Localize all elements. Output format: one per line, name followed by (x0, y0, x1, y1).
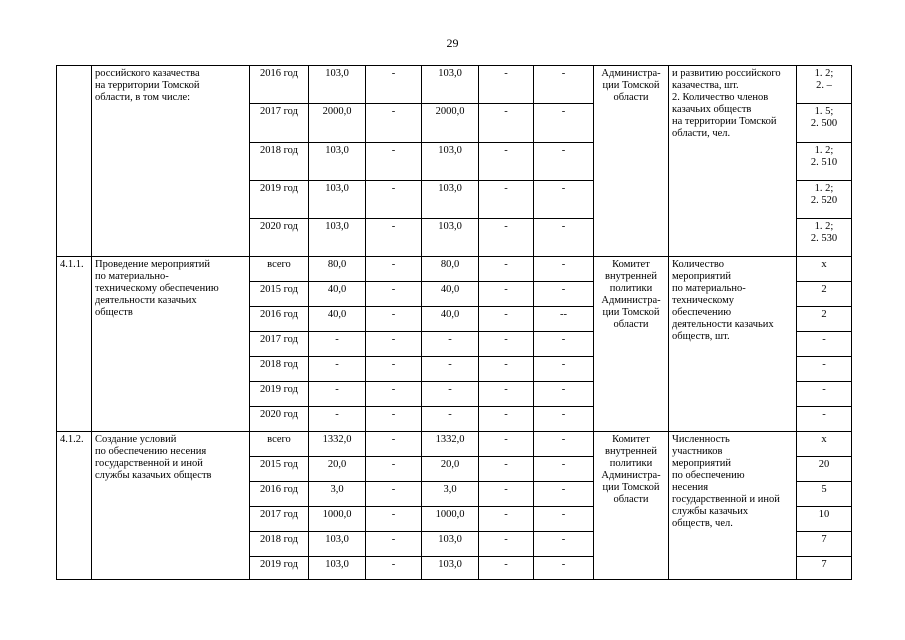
local-cell: - (479, 457, 534, 482)
total-cell: - (309, 407, 366, 432)
total-cell: 103,0 (309, 219, 366, 257)
regional-cell: 20,0 (422, 457, 479, 482)
indicator-value-line: 2. 520 (810, 195, 838, 206)
extra-cell: - (534, 557, 594, 580)
indicator-cell-line: по обеспечению (672, 470, 745, 481)
federal-cell: - (366, 457, 422, 482)
indicator-value (797, 143, 852, 181)
indicator-value-line: 1. 2; (814, 145, 834, 156)
regional-cell: 103,0 (422, 557, 479, 580)
indicator-value-line: 1. 2; (814, 68, 834, 79)
executor-cell (594, 257, 669, 432)
year-cell: 2016 год (250, 307, 309, 332)
indicator-value-line: 1. 5; (814, 106, 834, 117)
indicator-cell-line: участников (672, 446, 723, 457)
total-cell: 1332,0 (309, 432, 366, 457)
extra-cell: - (534, 507, 594, 532)
local-cell: - (479, 357, 534, 382)
extra-cell: - (534, 457, 594, 482)
extra-cell: -- (534, 307, 594, 332)
executor-cell-line: области (613, 494, 649, 505)
year-cell: 2018 год (250, 143, 309, 181)
regional-cell: 3,0 (422, 482, 479, 507)
extra-cell: - (534, 257, 594, 282)
indicator-cell-line: мероприятий (672, 271, 731, 282)
indicator-value (797, 457, 852, 482)
indicator-cell (669, 66, 797, 257)
indicator-cell (669, 257, 797, 432)
regional-cell: - (422, 407, 479, 432)
executor-cell-line: ции Томской (602, 80, 660, 91)
extra-cell: - (534, 219, 594, 257)
regional-cell: - (422, 357, 479, 382)
regional-cell: 40,0 (422, 282, 479, 307)
local-cell: - (479, 532, 534, 557)
indicator-value (797, 104, 852, 143)
indicator-cell-line: по материально- (672, 283, 746, 294)
federal-cell: - (366, 257, 422, 282)
federal-cell: - (366, 181, 422, 219)
total-cell: - (309, 382, 366, 407)
executor-cell-line: Администра- (601, 68, 661, 79)
extra-cell: - (534, 104, 594, 143)
total-cell: 40,0 (309, 282, 366, 307)
indicator-value (797, 482, 852, 507)
year-cell: 2017 год (250, 104, 309, 143)
year-cell: 2015 год (250, 282, 309, 307)
item-name-line: обществ (95, 307, 133, 318)
year-cell: всего (250, 257, 309, 282)
indicator-cell-line: и развитию российского (672, 68, 781, 79)
total-cell: 2000,0 (309, 104, 366, 143)
table-row (57, 66, 852, 104)
federal-cell: - (366, 332, 422, 357)
extra-cell: - (534, 66, 594, 104)
indicator-value-line: 2 (821, 309, 827, 320)
indicator-value-line: 20 (818, 459, 830, 470)
total-cell: - (309, 357, 366, 382)
local-cell: - (479, 507, 534, 532)
indicator-value-line: 10 (818, 509, 830, 520)
year-cell: 2017 год (250, 507, 309, 532)
total-cell: 20,0 (309, 457, 366, 482)
indicator-value-line: 7 (821, 534, 827, 545)
extra-cell: - (534, 357, 594, 382)
total-cell: 103,0 (309, 181, 366, 219)
federal-cell: - (366, 557, 422, 580)
indicator-cell-line: Количество (672, 259, 725, 270)
indicator-value-line: 5 (821, 484, 827, 495)
year-cell: всего (250, 432, 309, 457)
table-row (57, 432, 852, 457)
total-cell: - (309, 332, 366, 357)
item-name (92, 432, 250, 580)
item-name-line: по обеспечению несения (95, 446, 207, 457)
total-cell: 103,0 (309, 66, 366, 104)
table-body (57, 66, 852, 580)
indicator-value (797, 507, 852, 532)
extra-cell: - (534, 482, 594, 507)
indicator-value-line: 2. – (816, 80, 832, 91)
indicator-cell-line: несения (672, 482, 709, 493)
page-number: 29 (446, 36, 459, 50)
regional-cell: 1000,0 (422, 507, 479, 532)
federal-cell: - (366, 282, 422, 307)
indicator-value-line: 1. 2; (814, 221, 834, 232)
local-cell: - (479, 557, 534, 580)
total-cell: 3,0 (309, 482, 366, 507)
executor-cell-line: политики (609, 458, 653, 469)
regional-cell: 103,0 (422, 181, 479, 219)
indicator-value (797, 357, 852, 382)
federal-cell: - (366, 432, 422, 457)
indicator-value (797, 282, 852, 307)
indicator-value (797, 382, 852, 407)
local-cell: - (479, 407, 534, 432)
local-cell: - (479, 219, 534, 257)
federal-cell: - (366, 104, 422, 143)
federal-cell: - (366, 357, 422, 382)
indicator-value (797, 557, 852, 580)
indicator-cell-line: мероприятий (672, 458, 731, 469)
regional-cell: - (422, 382, 479, 407)
executor-cell-line: политики (609, 283, 653, 294)
executor-cell-line: Администра- (601, 295, 661, 306)
executor-cell-line: Комитет (612, 259, 650, 270)
year-cell: 2019 год (250, 181, 309, 219)
indicator-value-line: - (822, 359, 826, 370)
local-cell: - (479, 382, 534, 407)
indicator-value-line: х (821, 259, 827, 270)
federal-cell: - (366, 382, 422, 407)
item-name-line: российского казачества (95, 68, 200, 79)
executor-cell-line: ции Томской (602, 482, 660, 493)
indicator-value (797, 432, 852, 457)
year-cell: 2017 год (250, 332, 309, 357)
indicator-cell-line: техническому (672, 295, 734, 306)
indicator-value (797, 219, 852, 257)
regional-cell: 103,0 (422, 143, 479, 181)
regional-cell: 103,0 (422, 219, 479, 257)
indicator-cell-line: 2. Количество членов (672, 92, 769, 103)
local-cell: - (479, 307, 534, 332)
extra-cell: - (534, 282, 594, 307)
executor-cell-line: Комитет (612, 434, 650, 445)
executor-cell-line: ции Томской (602, 307, 660, 318)
regional-cell: - (422, 332, 479, 357)
indicator-cell-line: обеспечению (672, 307, 732, 318)
indicator-value-line: 7 (821, 559, 827, 570)
indicator-value-line: 2. 500 (810, 118, 838, 129)
item-name-line: Создание условий (95, 434, 177, 445)
item-name-line: деятельности казачьих (95, 295, 197, 306)
extra-cell: - (534, 181, 594, 219)
indicator-cell-line: службы казачьих (672, 506, 749, 517)
total-cell: 103,0 (309, 532, 366, 557)
item-name-line: Проведение мероприятий (95, 259, 210, 270)
indicator-value (797, 257, 852, 282)
year-cell: 2016 год (250, 66, 309, 104)
item-name (92, 257, 250, 432)
year-cell: 2018 год (250, 532, 309, 557)
indicator-cell-line: на территории Томской (672, 116, 777, 127)
executor-cell-line: области (613, 319, 649, 330)
federal-cell: - (366, 219, 422, 257)
item-number (57, 66, 92, 257)
executor-cell-line: внутренней (605, 271, 657, 282)
program-table (56, 65, 852, 580)
local-cell: - (479, 66, 534, 104)
extra-cell: - (534, 407, 594, 432)
executor-cell (594, 432, 669, 580)
indicator-value-line: - (822, 384, 826, 395)
item-name-line: государственной и иной (95, 458, 203, 469)
executor-cell-line: Администра- (601, 470, 661, 481)
indicator-value-line: 1. 2; (814, 183, 834, 194)
executor-cell (594, 66, 669, 257)
regional-cell: 1332,0 (422, 432, 479, 457)
item-name-line: на территории Томской (95, 80, 200, 91)
local-cell: - (479, 143, 534, 181)
indicator-cell-line: Численность (672, 434, 730, 445)
item-number: 4.1.1. (57, 257, 92, 432)
regional-cell: 40,0 (422, 307, 479, 332)
regional-cell: 2000,0 (422, 104, 479, 143)
indicator-cell (669, 432, 797, 580)
local-cell: - (479, 282, 534, 307)
extra-cell: - (534, 143, 594, 181)
indicator-value-line: - (822, 334, 826, 345)
year-cell: 2018 год (250, 357, 309, 382)
local-cell: - (479, 181, 534, 219)
indicator-cell-line: деятельности казачьих (672, 319, 774, 330)
total-cell: 80,0 (309, 257, 366, 282)
regional-cell: 80,0 (422, 257, 479, 282)
federal-cell: - (366, 143, 422, 181)
regional-cell: 103,0 (422, 532, 479, 557)
table-row (57, 257, 852, 282)
item-name-line: области, в том числе: (95, 92, 191, 103)
indicator-value (797, 181, 852, 219)
total-cell: 40,0 (309, 307, 366, 332)
indicator-value-line: 2. 530 (810, 233, 838, 244)
federal-cell: - (366, 532, 422, 557)
year-cell: 2020 год (250, 219, 309, 257)
indicator-cell-line: казачьих обществ (672, 104, 752, 115)
year-cell: 2020 год (250, 407, 309, 432)
item-name (92, 66, 250, 257)
year-cell: 2015 год (250, 457, 309, 482)
item-name-line: по материально- (95, 271, 169, 282)
indicator-value-line: х (821, 434, 827, 445)
indicator-value (797, 332, 852, 357)
item-number: 4.1.2. (57, 432, 92, 580)
local-cell: - (479, 482, 534, 507)
federal-cell: - (366, 482, 422, 507)
year-cell: 2016 год (250, 482, 309, 507)
extra-cell: - (534, 432, 594, 457)
federal-cell: - (366, 407, 422, 432)
indicator-cell-line: казачества, шт. (672, 80, 739, 91)
extra-cell: - (534, 332, 594, 357)
federal-cell: - (366, 66, 422, 104)
indicator-value-line: 2. 510 (810, 157, 838, 168)
extra-cell: - (534, 532, 594, 557)
local-cell: - (479, 104, 534, 143)
item-name-line: техническому обеспечению (95, 283, 219, 294)
item-name-line: службы казачьих обществ (95, 470, 212, 481)
extra-cell: - (534, 382, 594, 407)
local-cell: - (479, 432, 534, 457)
total-cell: 103,0 (309, 557, 366, 580)
indicator-cell-line: государственной и иной (672, 494, 780, 505)
regional-cell: 103,0 (422, 66, 479, 104)
indicator-cell-line: области, чел. (672, 128, 731, 139)
federal-cell: - (366, 507, 422, 532)
local-cell: - (479, 332, 534, 357)
federal-cell: - (366, 307, 422, 332)
indicator-value (797, 532, 852, 557)
year-cell: 2019 год (250, 557, 309, 580)
total-cell: 103,0 (309, 143, 366, 181)
local-cell: - (479, 257, 534, 282)
indicator-value-line: - (822, 409, 826, 420)
indicator-value (797, 307, 852, 332)
indicator-value-line: 2 (821, 284, 827, 295)
year-cell: 2019 год (250, 382, 309, 407)
executor-cell-line: области (613, 92, 649, 103)
total-cell: 1000,0 (309, 507, 366, 532)
indicator-cell-line: обществ, шт. (672, 331, 730, 342)
indicator-cell-line: обществ, чел. (672, 518, 733, 529)
indicator-value (797, 407, 852, 432)
executor-cell-line: внутренней (605, 446, 657, 457)
indicator-value (797, 66, 852, 104)
